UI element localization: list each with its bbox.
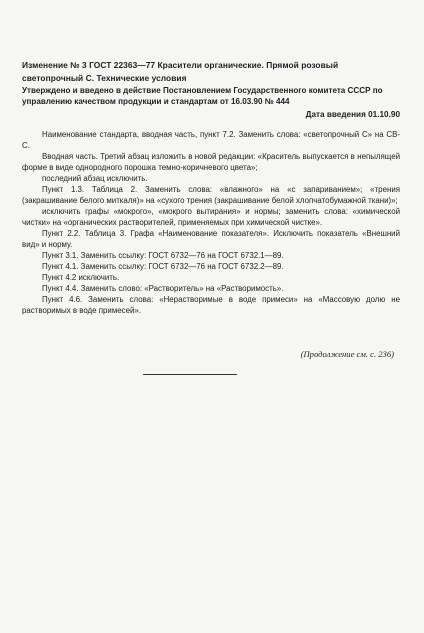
paragraph: Пункт 4.2 исключить.: [42, 273, 120, 282]
paragraph: Пункт 4.6. Заменить слова: «Нерастворимые в воде примеси» на «Массовую долю не растворимых в воде примесей».: [22, 295, 400, 315]
paragraph: Пункт 4.1. Заменить ссылку: ГОСТ 6732—76 на ГОСТ 6732.2—89.: [42, 262, 284, 271]
amendment-title: Изменение № 3 ГОСТ 22363—77 Красители органические. Прямой розовый светопрочный С. Технические условия: [22, 60, 339, 83]
paragraph: Пункт 1.3. Таблица 2. Заменить слова: «влажного» на «с запариванием»; «трения (закрашивание белого миткаля)» на «сухого трения (закрашивание белой хлопчатобумажной ткани)»;: [22, 185, 400, 205]
separator-rule: [143, 374, 237, 375]
paragraph: Пункт 2.2. Таблица 3. Графа «Наименование показателя». Исключить показатель «Внешний вид» и норму.: [22, 229, 400, 249]
paragraph: Пункт 4.4. Заменить слово: «Растворитель» на «Растворимость».: [42, 284, 284, 293]
paragraph: последний абзац исключить.: [42, 174, 148, 183]
continuation-note: (Продолжение см. с. 236): [300, 349, 394, 359]
amendment-body: [22, 129, 400, 316]
paragraph: исключить графы «мокрого», «мокрого вытирания» и нормы; заменить слова: «химической чистки» на «органических растворителей, применяемых при химической чистке».: [22, 207, 400, 227]
effective-date: Дата введения 01.10.90: [305, 110, 400, 119]
paragraph: Вводная часть. Третий абзац изложить в новой редакции: «Краситель выпускается в непылящей форме в виде однородного порошка темно-коричневого цвета»;: [22, 152, 400, 172]
approval-statement: Утверждено и введено в действие Постановлением Государственного комитета СССР по управлению качеством продукции и стандартам от 16.03.90 № 444: [22, 86, 383, 106]
paragraph: Пункт 3.1. Заменить ссылку: ГОСТ 6732—76 на ГОСТ 6732.1—89.: [42, 251, 284, 260]
paragraph: Наименование стандарта, вводная часть, пункт 7.2. Заменить слова: «светопрочный С» на СВ-С.: [22, 130, 400, 150]
